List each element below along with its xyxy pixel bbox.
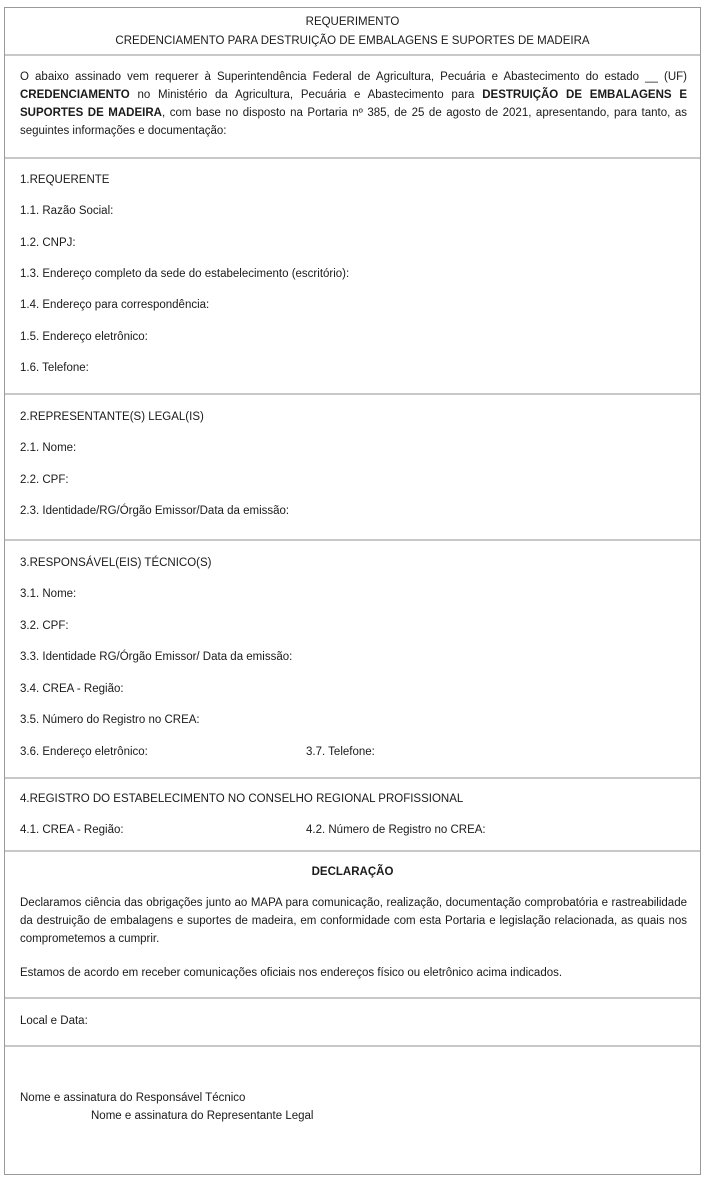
intro-text-1: O abaixo assinado vem requerer à Superintendência Federal de Agricultura, Pecuária e Abastecimento do estado __ (UF) bbox=[20, 71, 687, 83]
representante-nome-field: 2.1. Nome: bbox=[20, 442, 77, 454]
registro-crea-regiao-field: 4.1. CREA - Região: bbox=[20, 824, 124, 836]
responsavel-crea-numero-field: 3.5. Número do Registro no CREA: bbox=[20, 714, 200, 726]
cnpj-field: 1.2. CNPJ: bbox=[20, 237, 76, 249]
declaracao-paragraph-1: Declaramos ciência das obrigações junto ao MAPA para comunicação, realização, documentação comprobatória e rastreabilidade da destruição de embalagens e suportes de madeira, em conformidade com esta Portaria e legislação relacionada, as quais nos comprometemos a cumprir. bbox=[20, 897, 687, 945]
assinaturas-section bbox=[5, 1047, 700, 1174]
local-data-section bbox=[5, 999, 700, 1047]
requerente-section bbox=[5, 159, 700, 395]
header-section bbox=[5, 8, 700, 56]
declaracao-heading: DECLARAÇÃO bbox=[311, 866, 394, 878]
telefone-field: 1.6. Telefone: bbox=[20, 362, 89, 374]
requerimento-form bbox=[4, 7, 701, 1175]
representante-heading: 2.REPRESENTANTE(S) LEGAL(IS) bbox=[20, 411, 204, 423]
form-title: REQUERIMENTO bbox=[305, 16, 400, 28]
representante-cpf-field: 2.2. CPF: bbox=[20, 474, 69, 486]
assinatura-representante-label: Nome e assinatura do Representante Legal bbox=[91, 1110, 314, 1122]
responsavel-section bbox=[5, 541, 700, 779]
endereco-eletronico-field: 1.5. Endereço eletrônico: bbox=[20, 331, 148, 343]
representante-section bbox=[5, 395, 700, 541]
requerente-heading: 1.REQUERENTE bbox=[20, 174, 110, 186]
registro-section bbox=[5, 779, 700, 852]
assinatura-tecnico-label: Nome e assinatura do Responsável Técnico bbox=[20, 1092, 246, 1104]
representante-identidade-field: 2.3. Identidade/RG/Órgão Emissor/Data da emissão: bbox=[20, 505, 290, 517]
declaracao-section bbox=[5, 852, 700, 999]
razao-social-field: 1.1. Razão Social: bbox=[20, 205, 114, 217]
intro-text-2: no Ministério da Agricultura, Pecuária e Abastecimento para bbox=[129, 89, 483, 101]
declaracao-paragraph-2: Estamos de acordo em receber comunicações oficiais nos endereços físico ou eletrônico acima indicados. bbox=[20, 967, 563, 979]
form-subtitle: CREDENCIAMENTO PARA DESTRUIÇÃO DE EMBALAGENS E SUPORTES DE MADEIRA bbox=[115, 35, 590, 47]
responsavel-email-field: 3.6. Endereço eletrônico: bbox=[20, 746, 148, 758]
intro-paragraph bbox=[20, 68, 687, 140]
responsavel-nome-field: 3.1. Nome: bbox=[20, 588, 77, 600]
intro-section bbox=[5, 56, 700, 159]
responsavel-identidade-field: 3.3. Identidade RG/Órgão Emissor/ Data da emissão: bbox=[20, 651, 293, 663]
responsavel-telefone-field: 3.7. Telefone: bbox=[306, 746, 375, 758]
registro-numero-field: 4.2. Número de Registro no CREA: bbox=[306, 824, 486, 836]
intro-text-3: , com base no disposto na Portaria nº 385, de 25 de agosto de 2021, apresentando, para tanto, as seguintes informações e documentação: bbox=[20, 107, 687, 137]
responsavel-heading: 3.RESPONSÁVEL(EIS) TÉCNICO(S) bbox=[20, 557, 212, 569]
endereco-sede-field: 1.3. Endereço completo da sede do estabelecimento (escritório): bbox=[20, 268, 350, 280]
local-data-label: Local e Data: bbox=[20, 1015, 88, 1027]
intro-bold-2: DESTRUIÇÃO DE EMBALAGENS E SUPORTES DE MADEIRA bbox=[20, 89, 687, 119]
responsavel-cpf-field: 3.2. CPF: bbox=[20, 620, 69, 632]
endereco-correspondencia-field: 1.4. Endereço para correspondência: bbox=[20, 299, 210, 311]
responsavel-crea-regiao-field: 3.4. CREA - Região: bbox=[20, 683, 124, 695]
registro-heading: 4.REGISTRO DO ESTABELECIMENTO NO CONSELHO REGIONAL PROFISSIONAL bbox=[20, 793, 464, 805]
intro-bold-1: CREDENCIAMENTO bbox=[20, 89, 130, 101]
